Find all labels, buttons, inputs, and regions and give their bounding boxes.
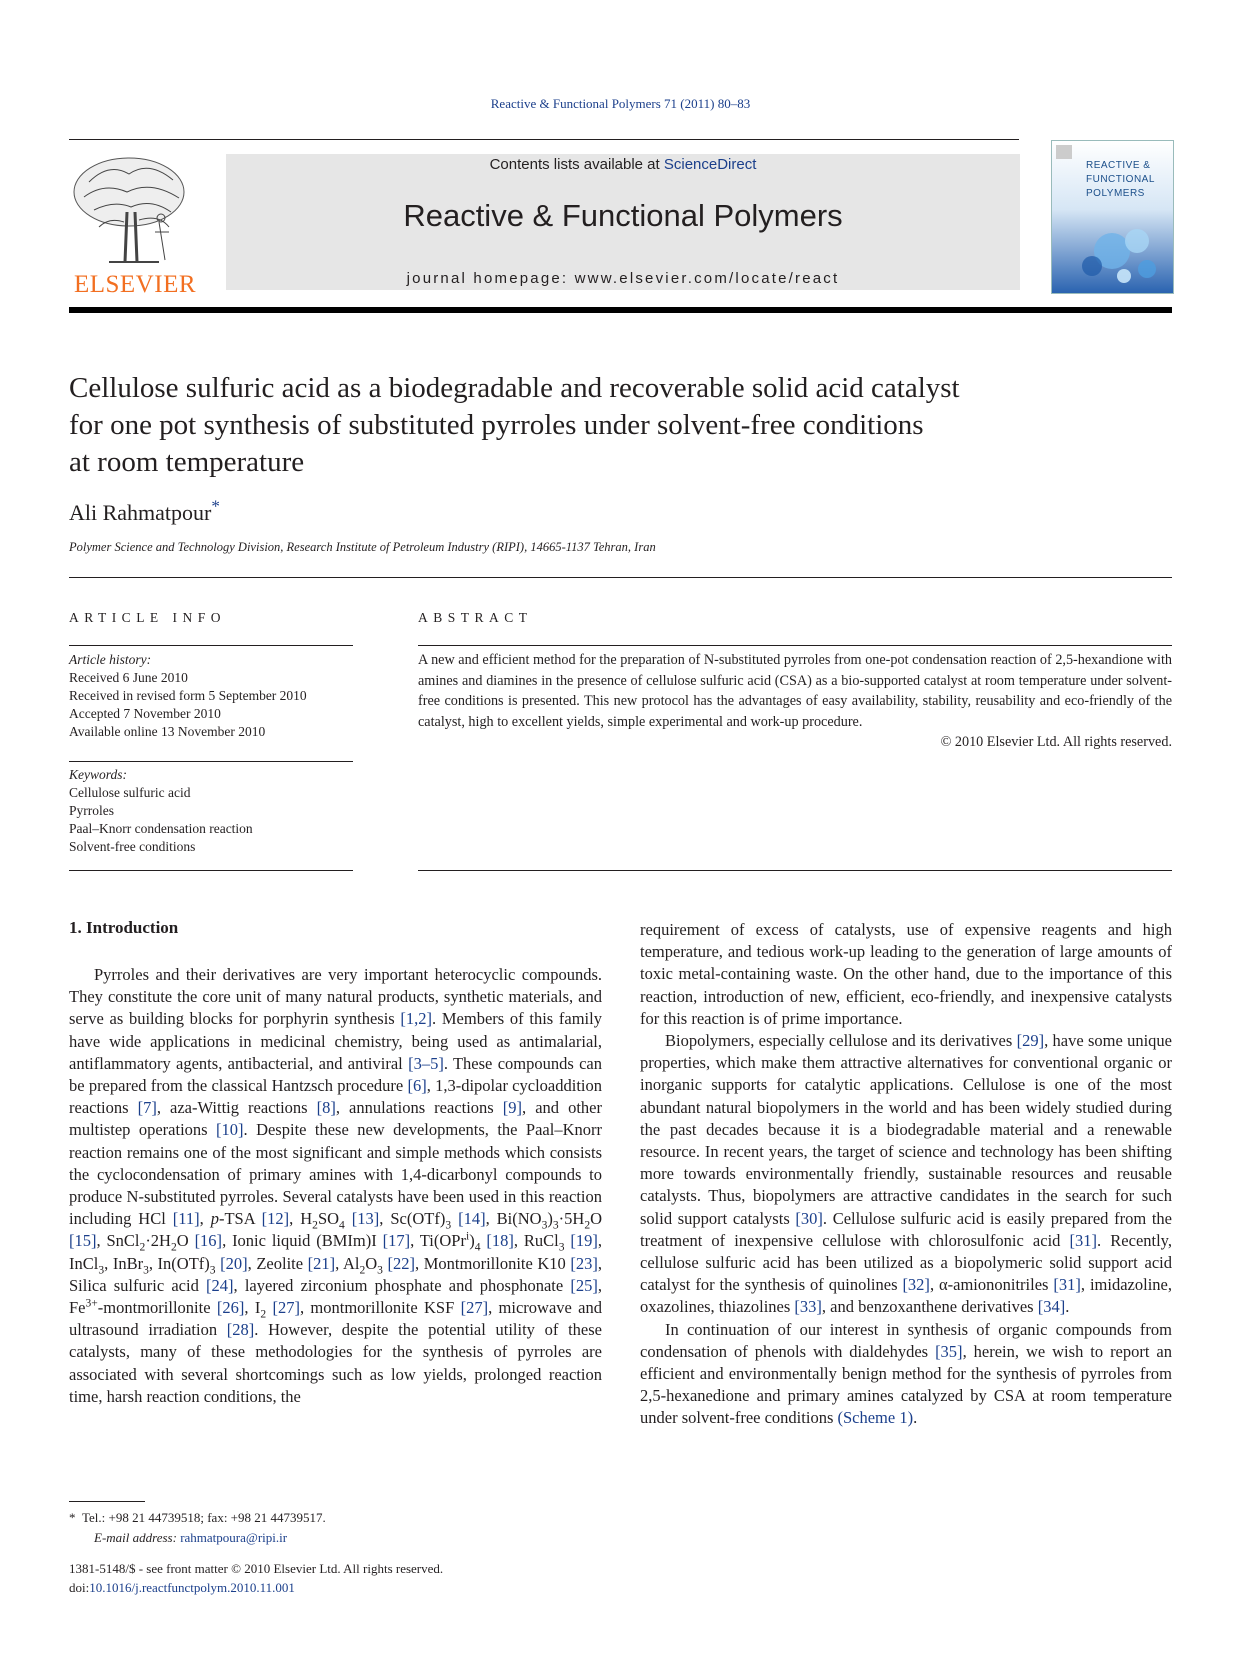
ref-link[interactable]: [1,2] [400,1009,433,1029]
ref-link[interactable]: [3–5] [408,1053,444,1073]
ref-link[interactable]: [11] [172,1209,200,1229]
abstract-rule [418,645,1172,646]
sciencedirect-link[interactable]: ScienceDirect [663,156,757,173]
footnote-contact [69,1508,326,1528]
ref-link[interactable]: [19] [570,1231,598,1251]
title-line: Cellulose sulfuric acid as a biodegradable and recoverable solid acid catalyst [69,372,960,404]
abstract-bottom-rule [418,870,1172,871]
ref-link[interactable]: [21] [307,1253,336,1273]
affiliation: Polymer Science and Technology Division, Research Institute of Petroleum Industry (RIPI), 14665-1137 Tehran, Iran [69,540,656,554]
history-label: Article history: [69,652,152,667]
header-rule [69,139,1019,140]
abstract-text: A new and efficient method for the preparation of N-substituted pyrroles from one-pot condensation reaction of 2,5-hexandione with amines and diamines in the presence of cellulose sulfuric acid (CSA) as a bio-supported catalyst at room temperature under solvent-free conditions is presented. This new protocol has the advantages of easy availability, stability, reusability and eco-friendly of the catalyst, high to excellent yields, simple experimental and work-up procedure. [418,652,1172,730]
ref-link[interactable]: [15] [69,1231,97,1251]
ref-link[interactable]: [9] [502,1098,523,1118]
body-column-left [69,964,602,1408]
keyword: Cellulose sulfuric acid [69,785,191,800]
ref-link[interactable]: [34] [1037,1297,1066,1317]
contents-line [226,156,1020,173]
history-item: Received 6 June 2010 [69,670,188,685]
footnote-rule [69,1501,145,1502]
section-heading: 1. Introduction [69,918,179,937]
footnote-mark: * [69,1510,76,1525]
ref-link[interactable]: [14] [458,1209,486,1229]
ref-link[interactable]: [27] [272,1298,300,1318]
journal-homepage[interactable]: journal homepage: www.elsevier.com/locate/react [406,270,840,287]
journal-cover-thumbnail [1051,140,1174,294]
ref-link[interactable]: [23] [570,1253,598,1273]
history-item: Received in revised form 5 September 2010 [69,688,307,703]
keyword: Pyrroles [69,803,114,818]
abstract-copyright: © 2010 Elsevier Ltd. All rights reserved. [940,734,1172,750]
journal-citation[interactable]: Reactive & Functional Polymers 71 (2011) 80–83 [490,96,751,111]
ref-link[interactable]: [17] [382,1231,411,1251]
body-column-right [640,919,1172,1430]
elsevier-wordmark: ELSEVIER [73,271,197,298]
ref-link[interactable]: [28] [226,1320,255,1340]
ref-link[interactable]: [22] [387,1253,416,1273]
scheme-link[interactable]: (Scheme 1) [837,1408,914,1428]
ref-link[interactable]: [30] [795,1208,823,1228]
ref-link[interactable]: [29] [1016,1031,1045,1051]
ref-link[interactable]: [13] [351,1209,380,1229]
keywords [69,766,253,856]
title-line: at room temperature [69,446,305,478]
abstract-heading: ABSTRACT [418,610,533,625]
article-history [69,651,307,741]
ref-link[interactable]: [31] [1053,1275,1081,1295]
journal-title: Reactive & Functional Polymers [403,198,843,233]
journal-banner [226,154,1020,290]
ref-link[interactable]: [12] [261,1209,290,1229]
cover-title-line: POLYMERS [1086,188,1145,199]
article-info-heading: ARTICLE INFO [69,610,227,625]
bottom-notice [69,1560,443,1597]
issn-line: 1381-5148/$ - see front matter © 2010 Elsevier Ltd. All rights reserved. [69,1561,444,1576]
history-item: Accepted 7 November 2010 [69,706,221,721]
author [69,496,220,526]
ref-link[interactable]: [31] [1069,1230,1098,1250]
ref-link[interactable]: [32] [902,1275,930,1295]
ref-link[interactable]: [10] [216,1120,244,1140]
abstract-body [418,650,1172,753]
footnote-email [69,1528,326,1548]
ref-link[interactable]: [8] [316,1098,336,1118]
footnote-contact-text: Tel.: +98 21 44739518; fax: +98 21 44739517. [82,1510,326,1525]
paragraph: Pyrroles and their derivatives are very important heterocyclic compounds. They constitute the core unit of many natural products, synthetic materials, and serve as building blocks for porphyrin synthesis [1,2]. Members of this family have wide applications in medicinal chemistry, being used as antimalarial, antiflammatory agents, antibacterial, and antiviral [3–5]. These compounds can be prepared from the classical Hantzsch procedure [6], 1,3-dipolar cycloaddition reactions [7], aza-Wittig reactions [8], annulations reactions [9], and other multistep operations [10]. Despite these new developments, the Paal–Knorr reaction remains one of the most significant and simple methods which consists the cyclocondensation of primary amines with 1,4-dicarbonyl compounds to produce N-substituted pyrroles. Several catalysts have been used in this reaction including HCl [11], p-TSA [12], $H_2SO_4$ [13], $Sc(OTf)_3$ [14], $Bi(NO_3)_3\cdot 5H_2O$ [15], $SnCl_2\cdot 2H_2O$ [16], Ionic liquid (BMIm)I [17], $Ti(OPr^i)_4$ [18], RuCl$_3$ [19], InCl$_3$, InBr$_3$, $In(OTf)_3$ [20], Zeolite [21], $Al_2O_3$ [22], Montmorillonite K10 [23], Silica sulfuric acid [24], layered zirconium phosphate and phosphonate [25], $Fe^{3+}$-montmorillonite [26], $I_2$ [27], montmorillonite KSF [27], microwave and ultrasound irradiation [28]. However, despite the potential utility of these catalysts, many of these methodologies for the synthesis of pyrroles are associated with several shortcomings such as low yields, prolonged reaction time, harsh reaction conditions, the [69,965,603,1406]
ref-link[interactable]: [24] [206,1275,234,1295]
paragraph: In continuation of our interest in synthesis of organic compounds from condensation of phenols with dialdehydes [35], herein, we wish to report an efficient and environmentally benign method for the synthesis of pyrroles from 2,5-hexanedione and primary amines catalyzed by CSA at room temperature under solvent-free conditions (Scheme 1). [640,1319,1172,1428]
doi-link[interactable]: 10.1016/j.reactfunctpolym.2010.11.001 [89,1579,295,1595]
doi-label: doi: [69,1579,90,1595]
ref-link[interactable]: [18] [486,1231,514,1251]
paragraph: requirement of excess of catalysts, use of expensive reagents and high temperature, and tedious work-up leading to the generation of large amounts of toxic metal-containing waste. On the other hand, due to the importance of this reaction, introduction of new, efficient, eco-friendly, and inexpensive catalysts for this reaction is of prime importance. [640,920,1172,1028]
ref-link[interactable]: [33] [794,1297,822,1317]
article-info-rule [69,645,353,646]
keywords-rule [69,761,353,762]
keywords-label: Keywords: [69,767,127,782]
contents-prefix: Contents lists available at [489,156,664,173]
ref-link[interactable]: [7] [137,1098,157,1118]
ref-link[interactable]: [25] [570,1275,598,1295]
ref-link[interactable]: [27] [460,1298,489,1318]
article-title [69,370,1119,481]
info-bottom-rule [69,870,353,871]
ref-link[interactable]: [35] [935,1341,963,1361]
doi-line [69,1579,443,1598]
title-rule [69,577,1172,578]
cover-title [1086,159,1155,201]
footnote [69,1508,326,1548]
history-item: Available online 13 November 2010 [69,724,266,739]
header-thick-rule [69,307,1172,313]
ref-link[interactable]: [6] [407,1076,427,1096]
cover-title-line: FUNCTIONAL [1086,174,1155,185]
author-name: Ali Rahmatpour [69,500,212,525]
cover-title-line: REACTIVE & [1086,160,1151,171]
ref-link[interactable]: [26] [216,1298,245,1318]
keyword: Paal–Knorr condensation reaction [69,821,253,836]
ref-link[interactable]: [20] [220,1253,248,1273]
title-line: for one pot synthesis of substituted pyrroles under solvent-free conditions [69,409,924,441]
paragraph: Biopolymers, especially cellulose and its derivatives [29], have some unique properties, which make them attractive alternatives for conventional organic or inorganic supports for catalytic applications. Cellulose is one of the most abundant natural biopolymers in the world and has been widely studied during the past decades because it is a biodegradable material and a renewable resource. In recent years, the target of science and technology has been shifting more towards environmentally friendly, sustainable resources and reusable catalysts. Thus, biopolymers are attractive candidates in the search for such solid support catalysts [30]. Cellulose sulfuric acid is easily prepared from the treatment of inexpensive cellulose with chlorosulfonic acid [31]. Recently, cellulose sulfuric acid has been utilized as a biopolymeric solid support acid catalyst for the synthesis of quinolines [32], α-amiononitriles [31], imidazoline, oxazolines, thiazolines [33], and benzoxanthene derivatives [34]. [640,1031,1172,1317]
keyword: Solvent-free conditions [69,839,196,854]
email-label: E-mail address: [94,1530,181,1545]
email-link[interactable]: rahmatpoura@ripi.ir [180,1530,288,1545]
ref-link[interactable]: [16] [194,1231,223,1251]
author-footnote-mark[interactable]: * [211,496,220,516]
